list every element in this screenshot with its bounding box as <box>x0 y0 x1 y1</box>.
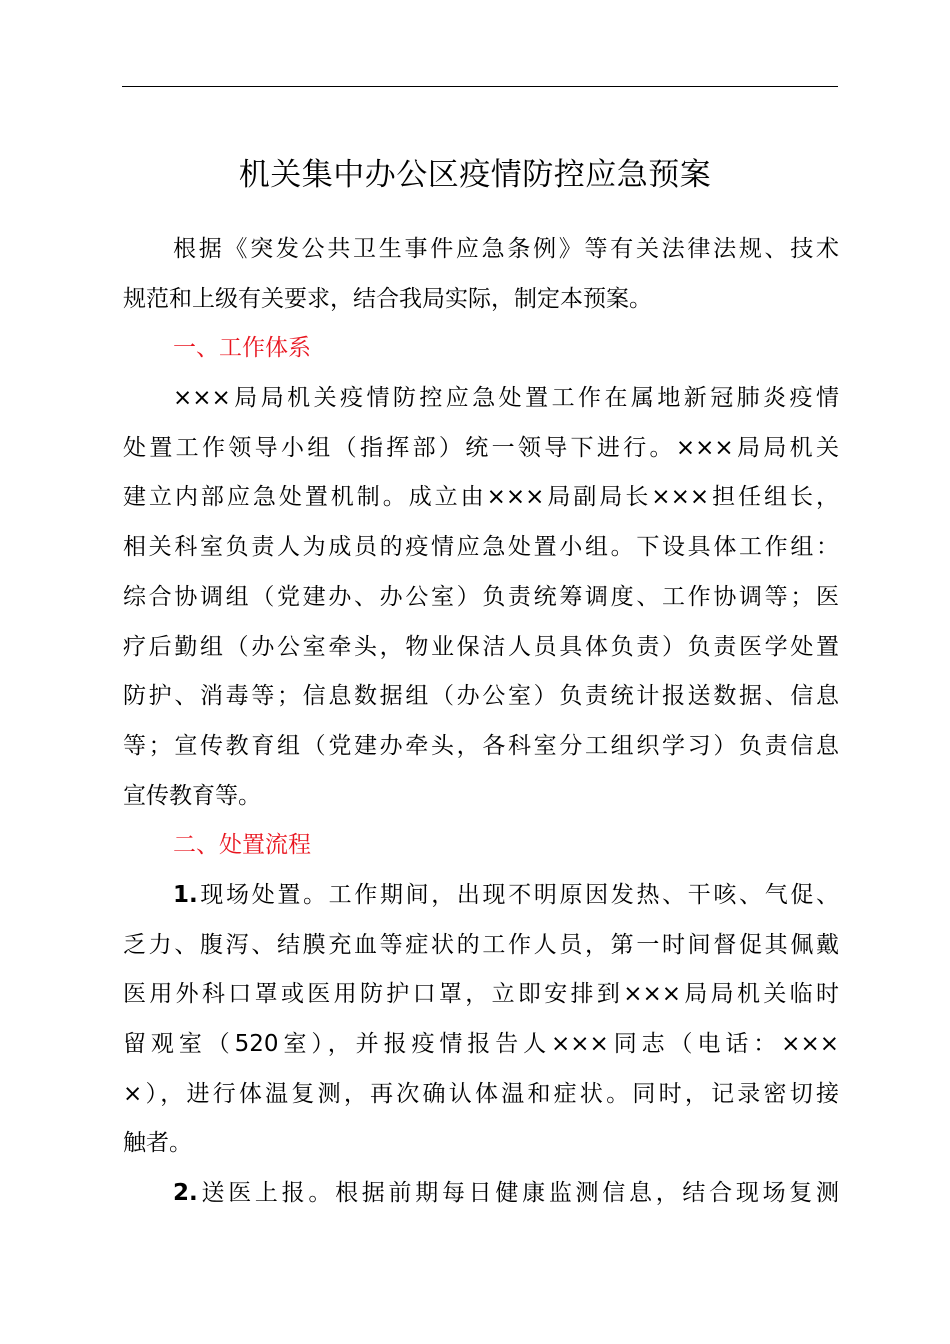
paragraph-line: 乏力、腹泻、结膜充血等症状的工作人员，第一时间督促其佩戴 <box>123 931 839 958</box>
paragraph-line: 宣传教育等。 <box>123 782 261 809</box>
item-number: 2. <box>173 1180 198 1207</box>
paragraph-line: 相关科室负责人为成员的疫情应急处置小组。下设具体工作组： <box>123 534 839 561</box>
item-number: 1. <box>173 881 198 908</box>
intro-line: 根据《突发公共卫生事件应急条例》等有关法律法规、技术 <box>173 236 839 262</box>
paragraph-line: 处置工作领导小组（指挥部）统一领导下进行。×××局局机关 <box>123 434 839 461</box>
intro-line: 规范和上级有关要求，结合我局实际，制定本预案。 <box>123 285 652 312</box>
document-body <box>123 225 839 1219</box>
item-1-first-line <box>123 871 839 921</box>
section-heading-procedure: 二、处置流程 <box>173 832 311 859</box>
item-text: 送医上报。根据前期每日健康监测信息，结合现场复测 <box>197 1180 839 1207</box>
paragraph-line: 综合协调组（党建办、办公室）负责统筹调度、工作协调等；医 <box>123 583 839 610</box>
document-title: 机关集中办公区疫情防控应急预案 <box>238 157 712 193</box>
paragraph-line: ×××局局机关疫情防控应急处置工作在属地新冠肺炎疫情 <box>173 385 839 412</box>
paragraph-line: 医用外科口罩或医用防护口罩，立即安排到×××局局机关临时 <box>123 981 839 1008</box>
paragraph-line: 留观室（520室），并报疫情报告人×××同志（电话：××× <box>123 1031 839 1057</box>
section-heading-work-system: 一、工作体系 <box>173 335 311 362</box>
item-2-first-line <box>123 1169 839 1219</box>
paragraph-line: 防护、消毒等；信息数据组（办公室）负责统计报送数据、信息 <box>123 683 839 710</box>
paragraph-line: ×），进行体温复测，再次确认体温和症状。同时，记录密切接 <box>123 1080 839 1107</box>
paragraph-line: 等；宣传教育组（党建办牵头，各科室分工组织学习）负责信息 <box>123 732 839 759</box>
paragraph-line: 建立内部应急处置机制。成立由×××局副局长×××担任组长， <box>123 484 839 511</box>
item-text: 现场处置。工作期间，出现不明原因发热、干咳、气促、 <box>197 881 839 908</box>
paragraph-line: 触者。 <box>123 1130 192 1157</box>
header-rule <box>122 86 838 87</box>
paragraph-line: 疗后勤组（办公室牵头，物业保洁人员具体负责）负责医学处置 <box>123 633 839 660</box>
